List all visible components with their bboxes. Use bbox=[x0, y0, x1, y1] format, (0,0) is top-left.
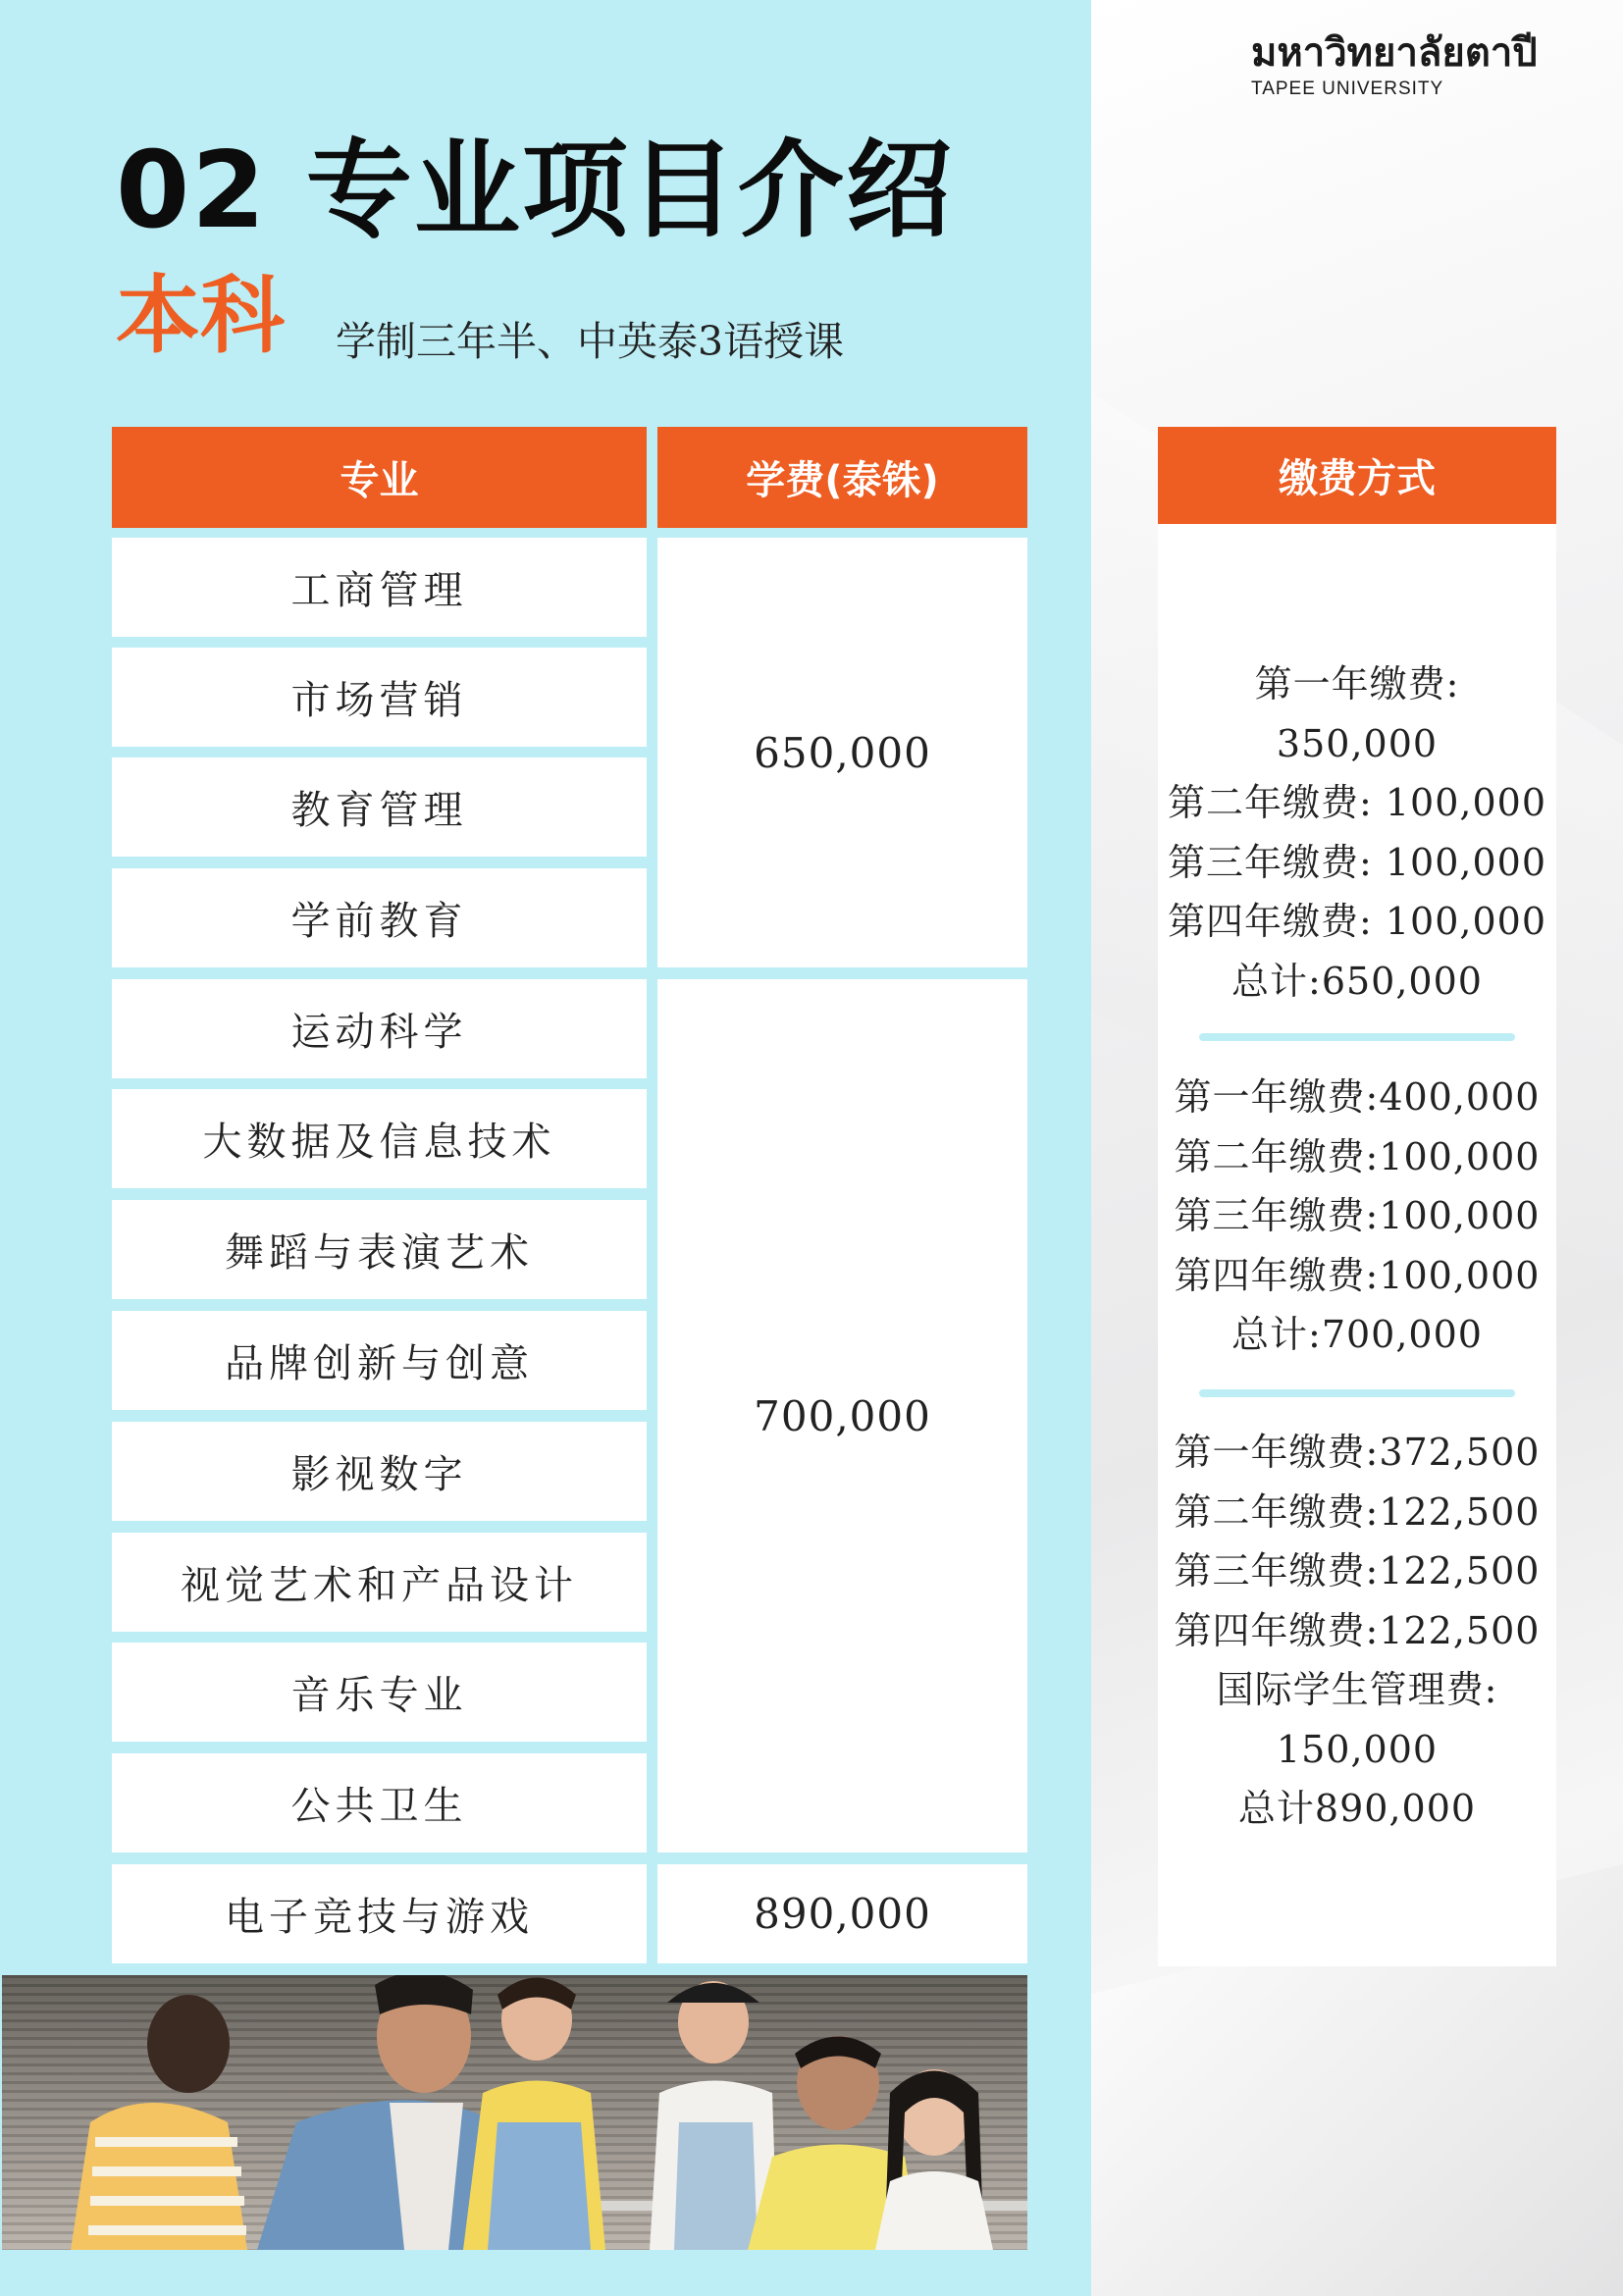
plan-divider bbox=[1199, 1033, 1515, 1041]
payment-plan bbox=[1158, 654, 1556, 1011]
fee-cell: 700,000 bbox=[657, 979, 1027, 1852]
payment-line: 第一年缴费: bbox=[1254, 662, 1460, 705]
payment-line: 总计890,000 bbox=[1237, 1787, 1477, 1830]
payment-line: 第四年缴费:122,500 bbox=[1174, 1608, 1541, 1652]
major-cell: 教育管理 bbox=[112, 757, 647, 857]
major-cell: 视觉艺术和产品设计 bbox=[112, 1533, 647, 1632]
payment-line: 国际学生管理费: bbox=[1216, 1668, 1498, 1711]
person-figure bbox=[71, 1995, 247, 2250]
logo-thai-text: มหาวิทยาลัยตาปี bbox=[1251, 30, 1538, 76]
degree-level: 本科 bbox=[116, 267, 285, 365]
payment-line: 第二年缴费: 100,000 bbox=[1167, 781, 1547, 824]
payment-plan bbox=[1158, 1423, 1556, 1839]
major-cell: 电子竞技与游戏 bbox=[112, 1864, 647, 1963]
major-cell: 运动科学 bbox=[112, 979, 647, 1078]
payment-line: 第三年缴费: 100,000 bbox=[1167, 840, 1547, 884]
payment-box bbox=[1158, 524, 1556, 1966]
major-cell: 影视数字 bbox=[112, 1422, 647, 1521]
fee-cell: 890,000 bbox=[657, 1864, 1027, 1963]
plan-divider bbox=[1199, 1389, 1515, 1397]
payment-line: 第二年缴费:122,500 bbox=[1174, 1489, 1541, 1534]
students-illustration bbox=[2, 1975, 1027, 2250]
payment-line: 第三年缴费:122,500 bbox=[1174, 1549, 1541, 1592]
payment-line: 第二年缴费:100,000 bbox=[1174, 1134, 1541, 1178]
major-cell: 学前教育 bbox=[112, 868, 647, 967]
header-major: 专业 bbox=[112, 427, 647, 528]
payment-line: 第一年缴费:400,000 bbox=[1174, 1075, 1541, 1119]
payment-plan bbox=[1158, 1068, 1556, 1365]
person-figure bbox=[463, 1978, 605, 2251]
payment-line: 第四年缴费:100,000 bbox=[1174, 1253, 1541, 1297]
university-logo bbox=[1251, 29, 1565, 100]
major-cell: 品牌创新与创意 bbox=[112, 1311, 647, 1410]
header-fee: 学费(泰铢) bbox=[657, 427, 1027, 528]
program-description: 学制三年半、中英泰3语授课 bbox=[336, 318, 845, 365]
header-payment: 缴费方式 bbox=[1158, 427, 1556, 524]
payment-line: 第三年缴费:100,000 bbox=[1174, 1194, 1541, 1237]
payment-line: 350,000 bbox=[1276, 721, 1439, 765]
page-title: 02 专业项目介绍 bbox=[116, 130, 954, 252]
fee-cell: 650,000 bbox=[657, 538, 1027, 967]
payment-line: 第一年缴费:372,500 bbox=[1174, 1431, 1541, 1474]
logo-english-text: TAPEE UNIVERSITY bbox=[1251, 78, 1444, 99]
major-cell: 音乐专业 bbox=[112, 1643, 647, 1742]
major-cell: 市场营销 bbox=[112, 648, 647, 747]
major-cell: 舞蹈与表演艺术 bbox=[112, 1200, 647, 1299]
payment-line: 总计:650,000 bbox=[1231, 959, 1483, 1003]
major-cell: 工商管理 bbox=[112, 538, 647, 637]
person-figure bbox=[875, 2069, 993, 2250]
payment-line: 第四年缴费: 100,000 bbox=[1167, 900, 1547, 943]
payment-line: 总计:700,000 bbox=[1231, 1313, 1483, 1356]
payment-line: 150,000 bbox=[1276, 1727, 1439, 1771]
students-photo bbox=[2, 1975, 1027, 2250]
major-cell: 公共卫生 bbox=[112, 1753, 647, 1852]
major-cell: 大数据及信息技术 bbox=[112, 1089, 647, 1188]
person-figure bbox=[650, 1981, 777, 2250]
